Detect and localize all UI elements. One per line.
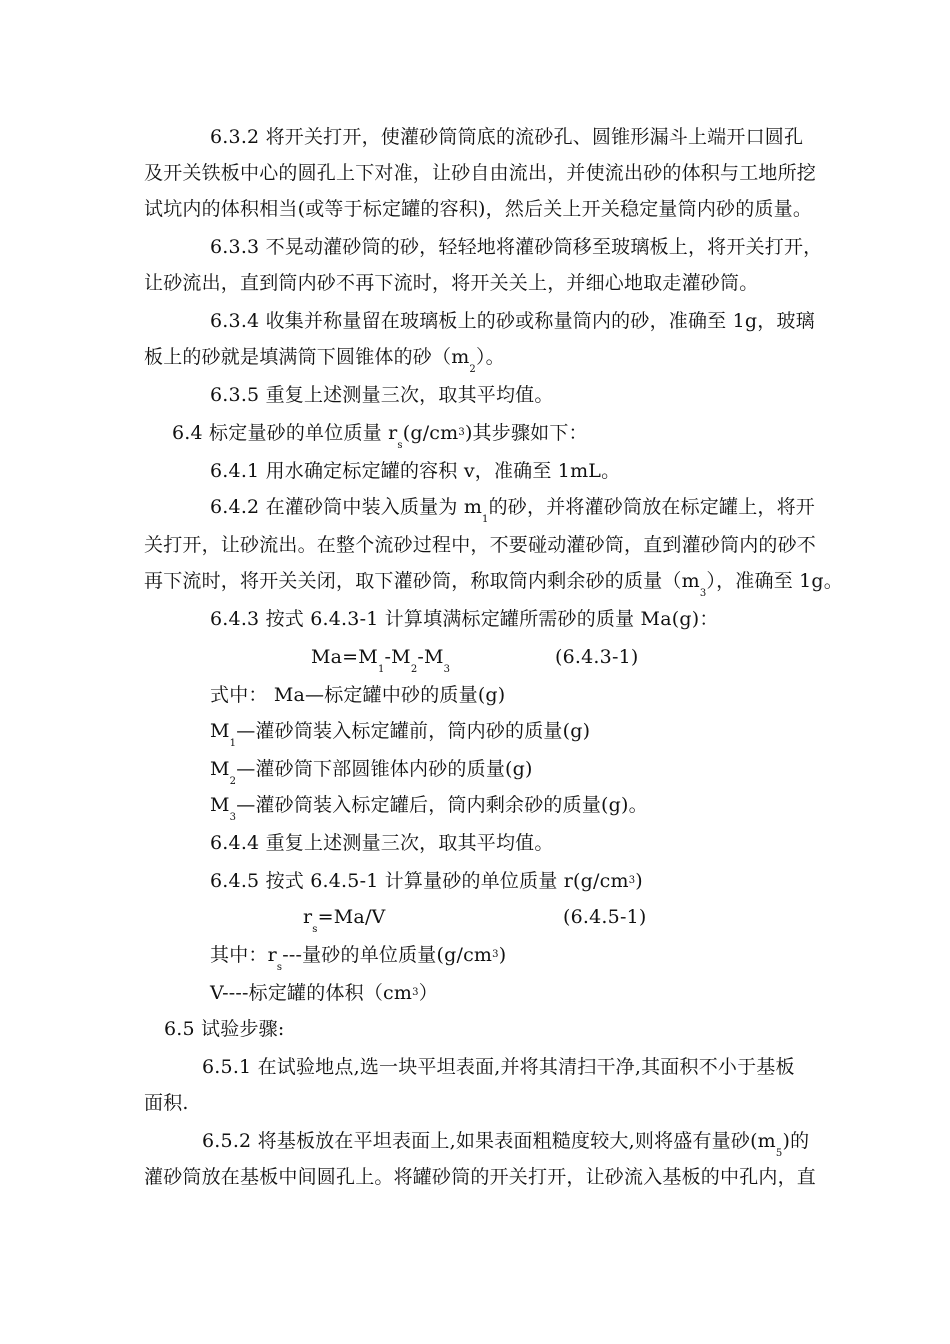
subscript: s xyxy=(276,962,283,973)
where-v: V----标定罐的体积$(cm^3)$ xyxy=(210,982,438,1004)
subscript: 1 xyxy=(377,664,385,675)
para-6-5-2-line-1: 6.5.2 将基板放在平坦表面上,如果表面粗糙度较大,则将盛有量砂$(m_5)$的 xyxy=(202,1130,810,1159)
where-ma: 式中： Ma—标定罐中砂的质量(g) xyxy=(210,684,506,706)
where-rs: 其中：$r_s---$量砂的单位质量$(g/cm^3)$ xyxy=(210,944,507,973)
para-6-3-5: 6.3.5 重复上述测量三次，取其平均值。 xyxy=(210,384,554,406)
para-6-3-3-line-2: 让砂流出，直到筒内砂不再下流时，将开关关上，并细心地取走灌砂筒。 xyxy=(144,272,759,294)
para-6-4-4: 6.4.4 重复上述测量三次，取其平均值。 xyxy=(210,832,554,854)
subscript: 1 xyxy=(482,514,489,525)
formula-number-6-4-5-1: (6.4.5-1) xyxy=(563,906,647,928)
formula-number-6-4-3-1: (6.4.3-1) xyxy=(555,646,639,668)
subscript: 3 xyxy=(229,812,237,823)
subscript: 2 xyxy=(229,776,237,787)
para-6-4-2-line-1: 6.4.2 在灌砂筒中装入质量为 $m_1$的砂，并将灌砂筒放在标定罐上，将开 xyxy=(210,496,816,525)
heading-6-4: 6.4 标定量砂的单位质量 $r_s(g/cm^3)$其步骤如下： xyxy=(172,422,588,451)
subscript: 3 xyxy=(443,664,451,675)
subscript: 1 xyxy=(229,738,237,749)
subscript: s xyxy=(312,924,318,935)
subscript: 3 xyxy=(699,588,707,599)
para-6-3-4-line-1: 6.3.4 收集并称量留在玻璃板上的砂或称量筒内的砂，准确至 1g，玻璃 xyxy=(210,310,815,332)
para-6-4-2-line-3: 再下流时，将开关关闭，取下灌砂筒，称取筒内剩余砂的质量$(m_3)$，准确至 1g。 xyxy=(144,570,843,599)
para-6-3-4-line-2: 板上的砂就是填满筒下圆锥体的砂$(m_2)$。 xyxy=(144,346,505,375)
para-6-3-2-line-1: 6.3.2 将开关打开，使灌砂筒筒底的流砂孔、圆锥形漏斗上端开口圆孔 xyxy=(210,126,804,148)
where-m1: $M_1—$灌砂筒装入标定罐前，筒内砂的质量(g) xyxy=(210,720,591,749)
para-6-3-2-line-3: 试坑内的体积相当(或等于标定罐的容积)，然后关上开关稳定量筒内砂的质量。 xyxy=(144,198,813,220)
para-6-3-2-line-2: 及开关铁板中心的圆孔上下对准，让砂自由流出，并使流出砂的体积与工地所挖 xyxy=(144,162,817,184)
superscript: 3 xyxy=(412,987,419,998)
where-m2: $M_2—$灌砂筒下部圆锥体内砂的质量(g) xyxy=(210,758,533,787)
heading-6-5: 6.5 试验步骤: xyxy=(164,1018,285,1040)
superscript: 3 xyxy=(458,427,465,438)
para-6-4-3: 6.4.3 按式 6.4.3-1 计算填满标定罐所需砂的质量 Ma(g)： xyxy=(210,608,719,630)
subscript: 2 xyxy=(469,364,476,375)
para-6-5-1-line-2: 面积. xyxy=(144,1092,189,1114)
para-6-4-5: 6.4.5 按式 6.4.5-1 计算量砂的单位质量 $r(g/cm^3)$ xyxy=(210,870,643,892)
where-m3: $M_3—$灌砂筒装入标定罐后，筒内剩余砂的质量(g)。 xyxy=(210,794,648,823)
subscript: 5 xyxy=(775,1148,783,1159)
formula-6-4-3-1: $Ma=M_1-M_2-M_3$ xyxy=(311,646,451,675)
formula-6-4-5-1: $r_s=Ma/V$ xyxy=(303,906,386,935)
superscript: 3 xyxy=(492,949,499,960)
subscript: s xyxy=(397,440,403,451)
subscript: 2 xyxy=(410,664,418,675)
para-6-4-2-line-2: 关打开，让砂流出。在整个流砂过程中，不要碰动灌砂筒，直到灌砂筒内的砂不 xyxy=(144,534,817,556)
para-6-4-1: 6.4.1 用水确定标定罐的容积 v，准确至 1mL。 xyxy=(210,460,621,482)
superscript: 3 xyxy=(628,875,636,886)
para-6-5-1-line-1: 6.5.1 在试验地点,选一块平坦表面,并将其清扫干净,其面积不小于基板 xyxy=(202,1056,795,1078)
para-6-5-2-line-2: 灌砂筒放在基板中间圆孔上。将罐砂筒的开关打开，让砂流入基板的中孔内，直 xyxy=(144,1166,817,1188)
para-6-3-3-line-1: 6.3.3 不晃动灌砂筒的砂，轻轻地将灌砂筒移至玻璃板上，将开关打开， xyxy=(210,236,823,258)
